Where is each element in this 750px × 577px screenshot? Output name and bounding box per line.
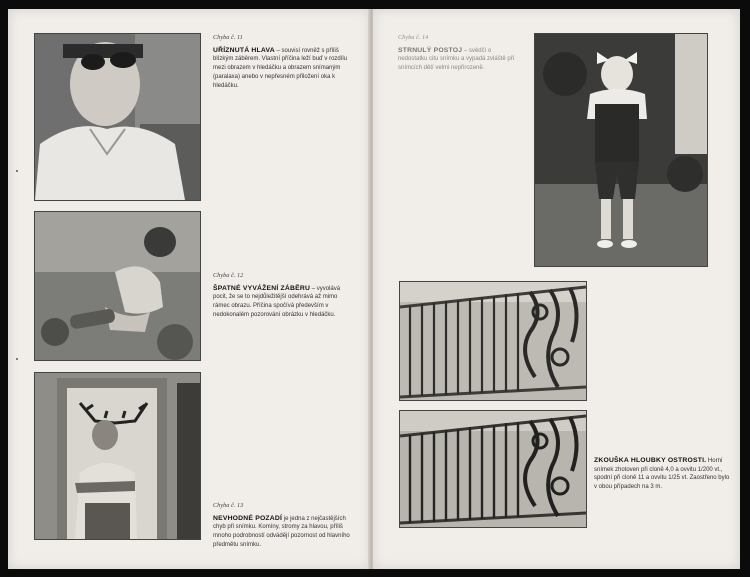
- caption-error-11: [213, 34, 353, 90]
- caption-12-title: Chyba č. 12: [213, 272, 244, 279]
- photo-fence-aperture-11: [399, 410, 587, 528]
- caption-12-body: – vyvolává pocit, že se to nejdůležitější odehrává až mimo rámec obrazu. Příčina spočívá především v nedokonalém pozorování obrázku v hledáčku.: [213, 285, 341, 318]
- caption-13-body: je jedna z nejčastějších chyb při snímku. Komíny, stromy za hlavou, příliš mnoho podrobností odvádějí pozornost od hlavního předmětu snímku.: [213, 515, 350, 548]
- page-mark: [16, 358, 18, 360]
- page-mark: [16, 170, 18, 172]
- caption-14-title: Chyba č. 14: [398, 34, 429, 41]
- photo-man-with-antlers: [34, 372, 201, 540]
- caption-depth-heading: ZKOUŠKA HLOUBKY OSTROSTI.: [594, 457, 707, 464]
- caption-error-13: [213, 502, 353, 550]
- caption-11-body: – souvisí rovněž s příliš blízkým záběrem. Vlastní příčina leží buď v rozdílu mezi obrazem v hledáčku a obrazem snímaným (paralaxa) anebo v nepřesném přiložení oka k hledáčku.: [213, 47, 348, 89]
- caption-depth-body: Horní snímek zhotoven při cloně 4,0 a ovvitu 1/200 vt., spodní při cloně 11 a ovvitu 1/25 vt. Zaostřeno bylo v obou případech na 3 m.: [594, 458, 730, 491]
- photo-child-squatting: [34, 211, 201, 361]
- caption-11-title: Chyba č. 11: [213, 34, 243, 41]
- caption-13-heading: NEVHODNÉ POZADÍ: [213, 514, 283, 522]
- caption-14-body: – svědčí o nedostatku citu snímku a vypadá zvláště při snímcích dětí velmi nepřirozeně.: [398, 47, 515, 72]
- photo-fence-aperture-4: [399, 281, 587, 401]
- caption-14-heading: STRNULÝ POSTOJ: [398, 46, 463, 54]
- photo-girl-standing: [534, 33, 708, 267]
- caption-12-heading: ŠPATNÉ VYVÁŽENÍ ZÁBĚRU: [213, 284, 311, 292]
- caption-11-heading: UŘÍZNUTÁ HLAVA: [213, 46, 275, 54]
- caption-13-title: Chyba č. 13: [213, 502, 244, 509]
- caption-error-14: [398, 34, 520, 73]
- caption-error-12: [213, 272, 353, 320]
- caption-depth-of-field: [594, 457, 732, 492]
- photo-man-with-sunglasses: [34, 33, 201, 201]
